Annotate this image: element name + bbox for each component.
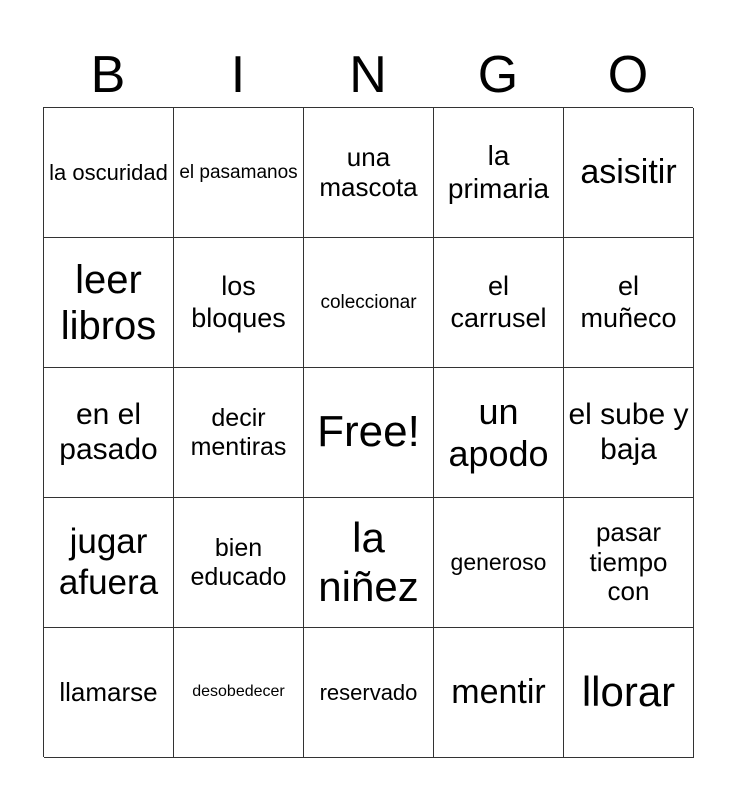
bingo-cell[interactable] (564, 108, 694, 238)
bingo-cell[interactable] (44, 498, 174, 628)
cell-label: el sube y baja (568, 398, 689, 466)
cell-label: jugar afuera (58, 522, 159, 602)
free-space-label: Free! (317, 407, 420, 457)
bingo-cell[interactable] (304, 238, 434, 368)
bingo-board (43, 107, 693, 757)
bingo-cell[interactable] (434, 108, 564, 238)
bingo-cell[interactable] (304, 498, 434, 628)
cell-label: mentir (451, 672, 546, 711)
bingo-header (43, 44, 693, 106)
cell-label: bien educado (190, 533, 287, 591)
cell-label: el muñeco (580, 271, 677, 333)
bingo-cell[interactable] (174, 498, 304, 628)
bingo-cell[interactable] (174, 368, 304, 498)
cell-label: el carrusel (450, 271, 547, 333)
bingo-cell[interactable] (174, 628, 304, 758)
bingo-cell[interactable] (434, 628, 564, 758)
header-letter-b: B (90, 46, 126, 104)
cell-label: leer libros (60, 257, 157, 348)
cell-label: asisitir (580, 152, 677, 191)
free-space-cell[interactable] (304, 368, 434, 498)
bingo-cell[interactable] (564, 628, 694, 758)
header-letter-o: O (607, 46, 649, 104)
cell-label: desobedecer (192, 683, 285, 701)
cell-label: el pasamanos (179, 161, 298, 183)
bingo-cell[interactable] (304, 108, 434, 238)
bingo-cell[interactable] (44, 108, 174, 238)
bingo-cell[interactable] (174, 108, 304, 238)
bingo-cell[interactable] (564, 238, 694, 368)
cell-label: pasar tiempo con (589, 516, 668, 607)
cell-label: los bloques (191, 271, 286, 333)
bingo-cell[interactable] (434, 368, 564, 498)
bingo-cell[interactable] (44, 368, 174, 498)
bingo-cell[interactable] (44, 238, 174, 368)
bingo-cell[interactable] (174, 238, 304, 368)
cell-label: la niñez (318, 514, 419, 610)
cell-label: una mascota (319, 141, 418, 202)
bingo-cell[interactable] (44, 628, 174, 758)
header-letter-i: I (230, 46, 246, 104)
cell-label: llamarse (59, 676, 158, 707)
bingo-cell[interactable] (304, 628, 434, 758)
cell-label: la oscuridad (49, 159, 168, 185)
bingo-cell[interactable] (564, 498, 694, 628)
cell-label: decir mentiras (190, 403, 287, 461)
cell-label: llorar (581, 668, 676, 716)
bingo-cell[interactable] (434, 498, 564, 628)
cell-label: generoso (450, 549, 547, 576)
cell-label: coleccionar (320, 291, 417, 313)
cell-label: la primaria (447, 140, 550, 204)
cell-label: en el pasado (59, 398, 158, 466)
header-letter-n: N (349, 46, 387, 104)
bingo-cell[interactable] (564, 368, 694, 498)
header-letter-g: G (477, 46, 519, 104)
cell-label: un apodo (448, 391, 549, 474)
bingo-cell[interactable] (434, 238, 564, 368)
cell-label: reservado (319, 679, 418, 705)
